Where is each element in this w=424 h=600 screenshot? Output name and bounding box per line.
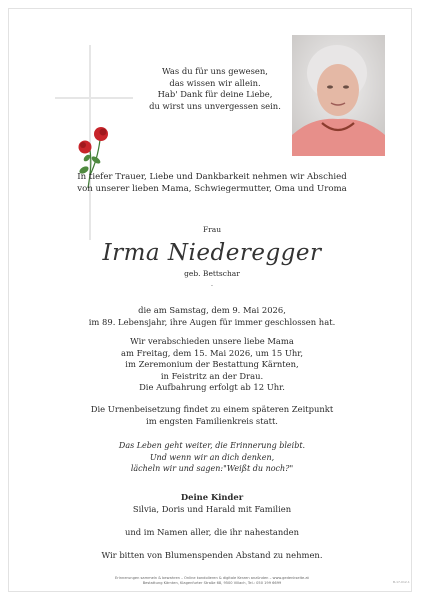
urn-line: Die Urnenbeisetzung findet zu einem späteren Zeitpunkt [90,404,334,414]
footer-line: Erinnerungen sammeln & bewahren – Online kondolieren & digitale Kerzen anzünden – www.gedenkseite.at [115,576,309,580]
document-code: B-17-012-1 [393,580,410,584]
family-title: Deine Kinder [180,492,244,502]
quote-line: Das Leben geht weiter, die Erinnerung bleibt. [118,441,306,450]
intro-line: von unserer lieben Mama, Schwiegermutter, Oma und Uroma [77,183,347,194]
verse [140,66,290,112]
footer [0,576,424,585]
intro-text [40,172,384,195]
memorial-quote [0,440,424,475]
family-others: und im Namen aller, die ihr nahestanden [125,527,299,537]
flower-request: Wir bitten von Blumenspenden Abstand zu nehmen. [101,550,323,560]
farewell-line: am Freitag, dem 15. Mai 2026, um 15 Uhr, [120,347,304,358]
footer-line: Bestattung Kärnten, Klagenfurter Straße 68, 9500 Villach, Tel.: 050 199 6699 [142,580,282,585]
farewell-line: Die Aufbahrung erfolgt ab 12 Uhr. [139,382,285,392]
birth-name: geb. Bettschar [184,269,240,278]
verse-line: das wissen wir allein. [169,77,261,88]
urn-line: im engsten Familienkreis statt. [146,415,278,426]
farewell-line: in Feistritz an der Drau. [160,370,264,381]
quote-line: lächeln wir und sagen:"Weißt du noch?" [130,464,294,473]
separator-dot: · [210,282,214,290]
intro-line: In tiefer Trauer, Liebe und Dankbarkeit nehmen wir Abschied [77,172,347,182]
verse-line: Hab' Dank für deine Liebe, [157,89,273,100]
salutation: Frau [202,225,222,234]
deceased-name: Irma Niederegger [102,240,322,266]
farewell-line: im Zeremonium der Bestattung Kärnten, [125,359,299,369]
farewell-line: Wir verabschieden unsere liebe Mama [130,336,294,346]
quote-line: Und wenn wir an dich denken, [149,452,275,462]
verse-line: Was du für uns gewesen, [162,66,268,76]
death-line: im 89. Lebensjahr, ihre Augen für immer geschlossen hat. [88,316,336,327]
verse-line: du wirst uns unvergessen sein. [149,100,281,111]
death-line: die am Samstag, dem 9. Mai 2026, [138,305,286,315]
death-notice [0,305,424,328]
portrait-photo [292,35,385,156]
family-names: Silvia, Doris und Harald mit Familien [132,504,292,514]
urn-notice [0,404,424,427]
farewell-details [0,336,424,394]
